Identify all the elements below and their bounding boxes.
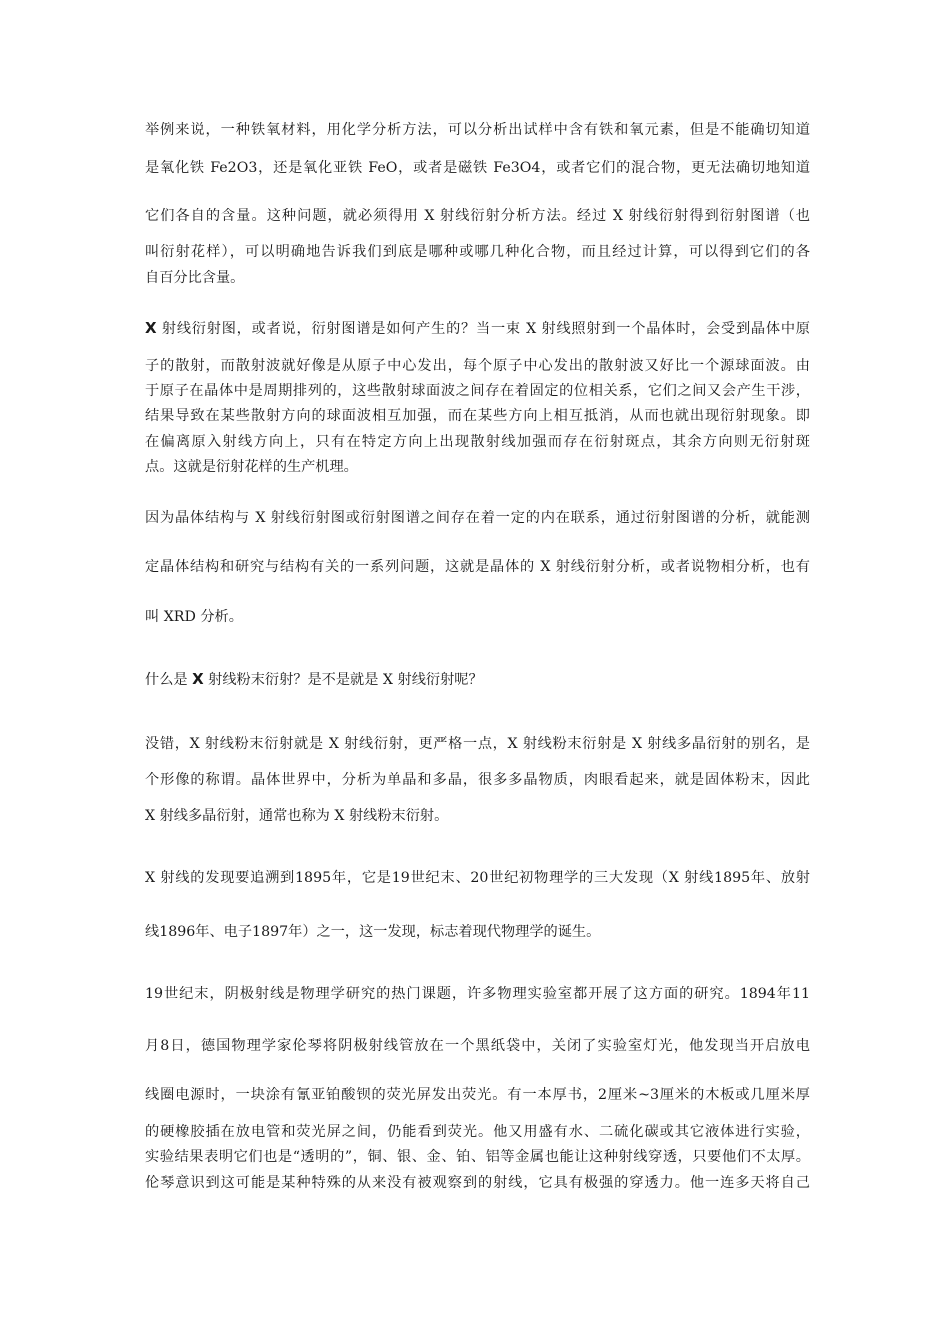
text-span: 射线衍射图，或者说，衍射图谱是如何产生的？当一束 X 射线照射到一个晶体时，会受到晶体中原 — [156, 321, 810, 337]
text-line: 叫衍射花样），可以明确地告诉我们到底是哪种或哪几种化合物，而且经过计算，可以得到它们的各 — [145, 244, 810, 260]
text-line: 是氧化铁 Fe2O3，还是氧化亚铁 FeO，或者是磁铁 Fe3O4，或者它们的混合物，更无法确切地知道 — [145, 160, 810, 176]
text-line: X 射线的发现要追溯到1895年，它是19世纪末、20世纪初物理学的三大发现（X 射线1895年、放射 — [145, 870, 810, 886]
text-span: 什么是 — [145, 672, 193, 688]
text-line: 19世纪末，阴极射线是物理学研究的热门课题，许多物理实验室都开展了这方面的研究。1894年11 — [145, 986, 810, 1002]
text-line: 举例来说，一种铁氧材料，用化学分析方法，可以分析出试样中含有铁和氧元素，但是不能确切知道 — [145, 122, 810, 138]
text-line: 结果导致在某些散射方向的球面波相互加强，而在某些方向上相互抵消，从而也就出现衍射现象。即 — [145, 408, 810, 424]
text-line: 个形像的称谓。晶体世界中，分析为单晶和多晶，很多多晶物质，肉眼看起来，就是固体粉末，因此 — [145, 772, 810, 788]
text-line: 它们各自的含量。这种问题，就必须得用 X 射线衍射分析方法。经过 X 射线衍射得到衍射图谱（也 — [145, 208, 810, 224]
text-line: 自百分比含量。 — [145, 270, 245, 286]
text-line: 在偏离原入射线方向上，只有在特定方向上出现散射线加强而存在衍射斑点，其余方向则无衍射斑 — [145, 434, 810, 450]
text-line — [145, 318, 810, 339]
text-line: X 射线多晶衍射，通常也称为 X 射线粉末衍射。 — [145, 808, 449, 824]
text-line: 的硬橡胶插在放电管和荧光屏之间，仍能看到荧光。他又用盛有水、二硫化碳或其它液体进行实验， — [145, 1124, 810, 1140]
text-line: 子的散射，而散射波就好像是从原子中心发出，每个原子中心发出的散射波又好比一个源球面波。由 — [145, 358, 810, 374]
text-line: 于原子在晶体中是周期排列的，这些散射球面波之间存在着固定的位相关系，它们之间又会产生干涉， — [145, 383, 810, 399]
text-line: 叫 XRD 分析。 — [145, 609, 243, 625]
text-line: 线圈电源时，一块涂有氰亚铂酸钡的荧光屏发出荧光。有一本厚书，2厘米~3厘米的木板或几厘米厚 — [145, 1087, 810, 1103]
text-line: 没错，X 射线粉末衍射就是 X 射线衍射，更严格一点，X 射线粉末衍射是 X 射线多晶衍射的别名，是 — [145, 736, 810, 752]
text-span: 射线粉末衍射？是不是就是 X 射线衍射呢？ — [203, 672, 483, 688]
bold-x: X — [145, 319, 157, 337]
text-line: 实验结果表明它们也是“透明的”，铜、银、金、铂、铝等金属也能让这种射线穿透，只要他们不太厚。 — [145, 1149, 810, 1165]
text-line: 线1896年、电子1897年）之一，这一发现，标志着现代物理学的诞生。 — [145, 924, 601, 940]
text-line: 月8日，德国物理学家伦琴将阴极射线管放在一个黑纸袋中，关闭了实验室灯光，他发现当开启放电 — [145, 1038, 810, 1054]
text-line: 定晶体结构和研究与结构有关的一系列问题，这就是晶体的 X 射线衍射分析，或者说物相分析，也有 — [145, 559, 810, 575]
text-line: 点。这就是衍射花样的生产机理。 — [145, 459, 358, 475]
bold-x: X — [192, 670, 204, 688]
text-line: 伦琴意识到这可能是某种特殊的从来没有被观察到的射线，它具有极强的穿透力。他一连多天将自己 — [145, 1175, 810, 1191]
text-line: 因为晶体结构与 X 射线衍射图或衍射图谱之间存在着一定的内在联系，通过衍射图谱的分析，就能测 — [145, 510, 810, 526]
heading-question — [145, 669, 810, 690]
